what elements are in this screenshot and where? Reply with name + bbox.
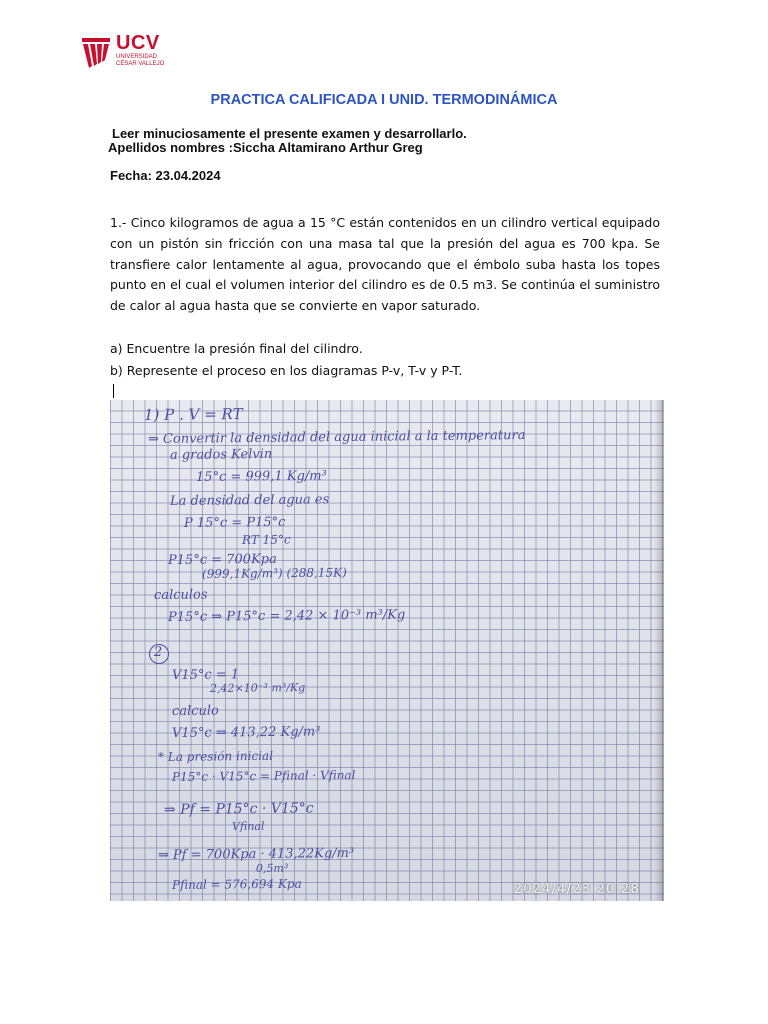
hw-line: ⇒ Pf = 700Kpa · 413,22Kg/m³ (157, 845, 355, 863)
hw-line: ⇒ Pf = P15°c · V15°c (163, 800, 314, 818)
hw-line: 1) P . V = RT (143, 404, 243, 424)
hw-line: P15°c · V15°c = Pfinal · Vfinal (171, 768, 356, 784)
page-title: PRACTICA CALIFICADA I UNID. TERMODINÁMICA (210, 92, 558, 108)
text-cursor (113, 384, 114, 398)
exam-date: Fecha: 23.04.2024 (110, 168, 221, 183)
hw-line: calculos (153, 587, 208, 603)
hw-line: P15°c = 700Kpa (167, 551, 277, 568)
hw-line: 15°c = 999,1 Kg/m³ (195, 468, 327, 485)
hw-line: Pfinal = 576,694 Kpa (171, 876, 302, 892)
hw-line: a grados Kelvin (169, 446, 273, 463)
hw-line: 2 (153, 644, 163, 660)
question-a: a) Encuentre la presión final del cilindro. (110, 341, 363, 356)
hw-line: P 15°c = P15°c (183, 514, 286, 531)
hw-line: ⇒ Convertir la densidad del agua inicial a la temperatura (147, 428, 526, 447)
logo-subtitle: UNIVERSIDAD CÉSAR VALLEJO (116, 54, 165, 67)
hw-line: La densidad del agua es (169, 492, 330, 509)
hw-line: * La presión inicial (157, 748, 274, 764)
hw-line: Vfinal (231, 819, 265, 833)
handwritten-solution-photo (110, 400, 664, 901)
hw-line: RT 15°c (241, 532, 291, 547)
problem-statement: 1.- Cinco kilogramos de agua a 15 °C están contenidos en un cilindro vertical equipado con un pistón sin fricción con una masa tal que la presión del agua es 700 kpa. Se transfiere calor lentamente al agua, provocando que el émbolo suba hasta los topes punto en el cual el volumen interior del cilindro es de 0.5 m3. Se continúa el suministro de calor al agua hasta que se convierte en vapor saturado. (110, 215, 660, 314)
hw-line: P15°c ⇒ P15°c = 2,42 × 10⁻³ m³/Kg (167, 607, 406, 625)
question-b: b) Represente el proceso en los diagramas P-v, T-v y P-T. (110, 363, 463, 378)
hw-line: 0,5m³ (255, 861, 289, 875)
hw-line: V15°c ⇒ 413,22 Kg/m³ (171, 724, 321, 741)
instruction-text: Leer minuciosamente el presente examen y desarrollarlo. (112, 126, 467, 141)
hw-line: calculo (171, 703, 219, 719)
photo-timestamp: 2024/4/23 20:28 (513, 882, 640, 897)
student-name: Apellidos nombres :Siccha Altamirano Arthur Greg (108, 140, 423, 155)
hw-line: 2,42×10⁻³ m³/Kg (209, 681, 306, 695)
hw-line: (999,1Kg/m³) (288,15K) (201, 565, 347, 581)
logo-wordmark: UCV (116, 32, 160, 54)
hw-line: V15°c = 1 (171, 667, 240, 683)
